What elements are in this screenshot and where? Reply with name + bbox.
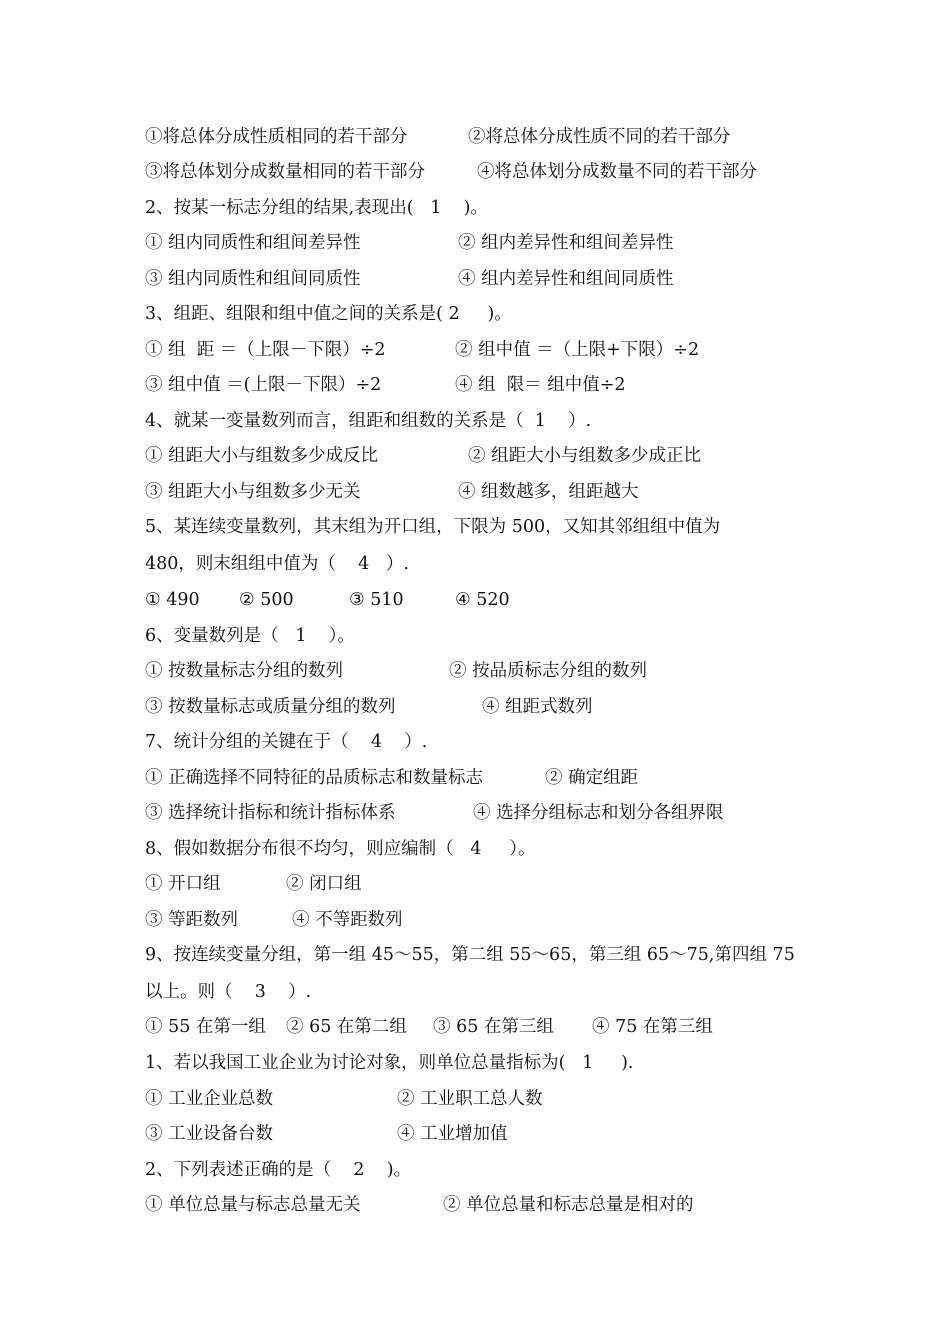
question-line: 5、某连续变量数列，其末组为开口组，下限为 500，又知其邻组组中值为 xyxy=(145,517,721,537)
answer-option: ①将总体分成性质相同的若干部分 xyxy=(145,127,408,147)
answer-option: ① 单位总量与标志总量无关 xyxy=(145,1195,361,1215)
answer-option: ① 组内同质性和组间差异性 xyxy=(145,233,361,253)
answer-option: ④ 组内差异性和组间同质性 xyxy=(458,269,674,289)
answer-option: ① 工业企业总数 xyxy=(145,1089,274,1109)
answer-option: ④ 工业增加值 xyxy=(397,1124,508,1144)
answer-option: ② 按品质标志分组的数列 xyxy=(449,661,648,681)
answer-option: ③ 按数量标志或质量分组的数列 xyxy=(145,697,396,717)
question-line: 6、变量数列是（ 1 ）。 xyxy=(145,626,355,646)
answer-option: ② 组内差异性和组间差异性 xyxy=(458,233,674,253)
answer-option: ③ 选择统计指标和统计指标体系 xyxy=(145,803,396,823)
answer-option: ① 按数量标志分组的数列 xyxy=(145,661,344,681)
answer-option: ③ 工业设备台数 xyxy=(145,1124,274,1144)
answer-option: ② 65 在第二组 xyxy=(286,1017,407,1037)
answer-option: ① 55 在第一组 xyxy=(145,1017,266,1037)
answer-option: ② 单位总量和标志总量是相对的 xyxy=(443,1195,694,1215)
question-line: 3、组距、组限和组中值之间的关系是( 2 )。 xyxy=(145,304,512,324)
answer-option: ④ 520 xyxy=(455,590,510,610)
answer-option: ②将总体分成性质不同的若干部分 xyxy=(468,127,731,147)
answer-option: ③ 510 xyxy=(349,590,404,610)
answer-option: ② 组距大小与组数多少成正比 xyxy=(468,446,702,466)
question-line: 480，则末组组中值为（ 4 ）. xyxy=(145,554,410,574)
question-line: 4、就某一变量数列而言，组距和组数的关系是（ 1 ）. xyxy=(145,411,592,431)
answer-option: ③ 等距数列 xyxy=(145,910,239,930)
answer-option: ③ 组中值 ＝(上限－下限）÷2 xyxy=(145,375,382,395)
answer-option: ② 工业职工总人数 xyxy=(397,1089,543,1109)
answer-option: ① 组距大小与组数多少成反比 xyxy=(145,446,379,466)
answer-option: ② 闭口组 xyxy=(286,874,362,894)
question-line: 8、假如数据分布很不均匀，则应编制（ 4 ）。 xyxy=(145,839,536,859)
answer-option: ① 正确选择不同特征的品质标志和数量标志 xyxy=(145,768,484,788)
answer-option: ③ 组内同质性和组间同质性 xyxy=(145,269,361,289)
question-line: 7、统计分组的关键在于（ 4 ）. xyxy=(145,732,428,752)
question-line: 2、下列表述正确的是（ 2 )。 xyxy=(145,1160,412,1180)
answer-option: ④ 组 限＝ 组中值÷2 xyxy=(455,375,626,395)
question-line: 以上。则（ 3 ）. xyxy=(145,982,312,1002)
answer-option: ④ 不等距数列 xyxy=(292,910,403,930)
answer-option: ④ 组数越多，组距越大 xyxy=(458,482,639,502)
answer-option: ② 确定组距 xyxy=(545,768,639,788)
answer-option: ④ 选择分组标志和划分各组界限 xyxy=(473,803,724,823)
answer-option: ② 组中值 ＝（上限+下限）÷2 xyxy=(455,340,700,360)
answer-option: ① 组 距 ＝（上限－下限）÷2 xyxy=(145,340,386,360)
question-line: 2、按某一标志分组的结果,表现出( 1 )。 xyxy=(145,198,488,218)
question-line: 1、若以我国工业企业为讨论对象，则单位总量指标为( 1 ). xyxy=(145,1053,634,1073)
answer-option: ① 490 xyxy=(145,590,200,610)
answer-option: ③ 组距大小与组数多少无关 xyxy=(145,482,361,502)
answer-option: ③将总体划分成数量相同的若干部分 xyxy=(145,162,425,182)
answer-option: ① 开口组 xyxy=(145,874,221,894)
answer-option: ③ 65 在第三组 xyxy=(433,1017,554,1037)
answer-option: ④ 75 在第三组 xyxy=(592,1017,713,1037)
answer-option: ④将总体划分成数量不同的若干部分 xyxy=(477,162,757,182)
answer-option: ④ 组距式数列 xyxy=(482,697,593,717)
answer-option: ② 500 xyxy=(239,590,294,610)
question-line: 9、按连续变量分组，第一组 45～55，第二组 55～65，第三组 65～75,第四组 75 xyxy=(145,945,795,965)
